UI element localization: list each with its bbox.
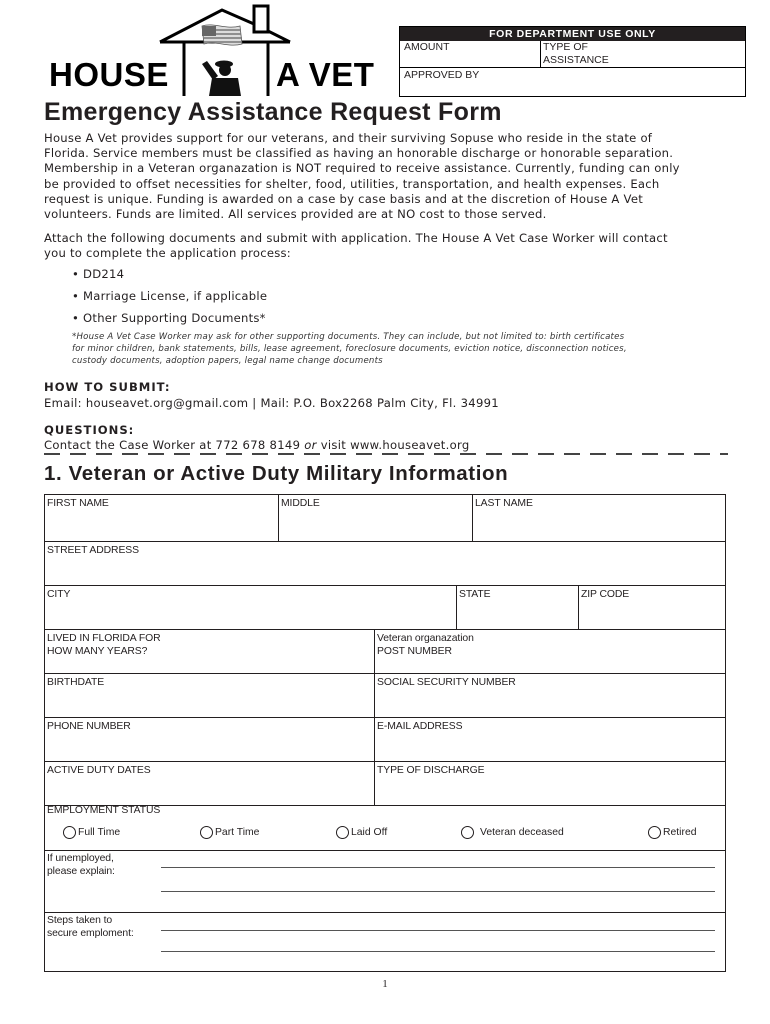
radio-circle-icon [200,826,213,839]
city-label: CITY [47,589,71,600]
phone-number-label: PHONE NUMBER [47,721,131,732]
employment-status-label: EMPLOYMENT STATUS [47,805,161,816]
first-name-field[interactable] [45,495,278,541]
type-of-assistance-label: TYPE OF ASSISTANCE [543,41,609,66]
phone-number-field[interactable] [45,718,374,761]
form-row-birth [45,674,725,718]
zip-code-label: ZIP CODE [581,589,630,600]
city-field[interactable] [45,586,456,629]
form-row-service [45,762,725,806]
form-row-contact [45,718,725,762]
label-line: Steps taken to [47,915,113,926]
last-name-field[interactable] [472,495,727,541]
supporting-documents-note [72,331,732,367]
radio-circle-icon [336,826,349,839]
radio-label: Part Time [215,827,260,838]
years-in-florida-field[interactable] [45,630,374,673]
questions-text-or: or [304,438,317,452]
radio-label: Full Time [78,827,121,838]
radio-retired[interactable] [648,826,697,839]
radio-part-time[interactable] [200,826,259,839]
ssn-label: SOCIAL SECURITY NUMBER [377,677,516,688]
radio-veteran-deceased[interactable] [461,826,564,839]
radio-label: Veteran deceased [480,827,564,838]
questions-heading: QUESTIONS: [44,423,135,437]
how-to-submit-text: Email: houseavet.org@gmail.com | Mail: P.O. Box2268 Palm City, Fl. 34991 [44,396,499,410]
steps-taken-label [47,915,134,940]
steps-taken-line-1[interactable] [161,930,715,931]
email-address-field[interactable] [374,718,727,761]
approved-by-field[interactable] [404,69,479,81]
document-item-dd214: • DD214 [72,267,125,281]
saluting-soldier-icon [202,61,241,97]
state-field[interactable] [456,586,578,629]
radio-label: Laid Off [351,827,388,838]
logo-word-a-vet: A VET [276,56,375,93]
email-address-label: E-MAIL ADDRESS [377,721,463,732]
type-of-assistance-field[interactable] [543,41,653,67]
document-item-other: • Other Supporting Documents* [72,311,266,325]
veteran-org-post-label [377,633,474,658]
label-line: LIVED IN FLORIDA FOR [47,633,161,644]
intro-line: volunteers. Funds are limited. All services provided are at NO cost to those served. [44,207,547,222]
intro-line: Membership in a Veteran organazation is NOT required to receive assistance. Currently, funding can only [44,161,680,176]
radio-circle-icon [63,826,76,839]
street-address-field[interactable] [45,542,727,585]
attach-instructions [44,231,734,261]
radio-full-time[interactable] [63,826,120,839]
label-line: please explain: [47,865,115,877]
state-label: STATE [459,589,491,600]
department-use-header: FOR DEPARTMENT USE ONLY [400,27,745,41]
amount-field[interactable] [404,41,541,67]
steps-taken-line-2[interactable] [161,951,715,952]
questions-text-part: visit www.houseavet.org [316,438,470,452]
radio-circle-icon [461,826,474,839]
label-line: POST NUMBER [377,645,452,657]
birthdate-field[interactable] [45,674,374,717]
note-line: custody documents, adoption papers, legal name change documents [72,356,383,366]
unemployed-explain-line-1[interactable] [161,867,715,868]
note-line: *House A Vet Case Worker may ask for other supporting documents. They can include, but not limited to: birth certificates [72,332,625,342]
form-row-steps [45,913,725,973]
house-a-vet-logo [44,4,394,98]
label-line: HOW MANY YEARS? [47,645,148,657]
questions-text [44,438,470,452]
logo-word-house: HOUSE [49,56,169,93]
questions-text-part: Contact the Case Worker at 772 678 8149 [44,438,305,452]
veteran-org-post-field[interactable] [374,630,727,673]
dashed-divider [44,453,728,455]
zip-code-field[interactable] [578,586,727,629]
intro-line: House A Vet provides support for our veterans, and their surviving Sopuse who reside in the state of [44,131,653,145]
radio-circle-icon [648,826,661,839]
approved-by-label: APPROVED BY [404,69,480,81]
page-title: Emergency Assistance Request Form [44,98,502,126]
middle-name-field[interactable] [278,495,472,541]
form-row-name [45,495,725,542]
american-flag-icon [202,25,242,45]
radio-label: Retired [663,827,697,838]
note-line: for minor children, bank statements, bills, lease agreement, foreclosure documents, eviction notice, disconnection notices, [72,344,627,354]
amount-label: AMOUNT [404,41,450,53]
years-in-florida-label [47,633,160,658]
attach-line: Attach the following documents and submit with application. The House A Vet Case Worker will contact [44,231,668,245]
radio-laid-off[interactable] [336,826,387,839]
department-use-box [399,26,746,97]
intro-line: Florida. Service members must be classified as having an honorable discharge or honorable separation. [44,146,674,161]
label-line: If unemployed, [47,853,114,864]
first-name-label: FIRST NAME [47,498,109,509]
veteran-info-form [44,494,726,972]
active-duty-dates-label: ACTIVE DUTY DATES [47,765,151,776]
label-line: Veteran organazation [377,633,474,644]
form-row-street [45,542,725,586]
active-duty-dates-field[interactable] [45,762,374,805]
intro-paragraph [44,131,734,222]
section-title-veteran-info: 1. Veteran or Active Duty Military Information [44,462,509,485]
how-to-submit-heading: HOW TO SUBMIT: [44,380,171,394]
birthdate-label: BIRTHDATE [47,677,105,688]
unemployed-explain-label [47,853,115,878]
form-row-residency [45,630,725,674]
document-item-marriage-license: • Marriage License, if applicable [72,289,268,303]
last-name-label: LAST NAME [475,498,533,509]
intro-line: request is unique. Funding is awarded on a case by case basis and at the discretion of House A Vet [44,191,644,206]
intro-line: be provided to offset necessities for shelter, food, utilities, transportation, and health expenses. Each [44,176,660,191]
label-line: secure emploment: [47,927,134,939]
ssn-field[interactable] [374,674,727,717]
type-of-discharge-label: TYPE OF DISCHARGE [377,765,485,776]
unemployed-explain-line-2[interactable] [161,891,715,892]
street-address-label: STREET ADDRESS [47,545,139,556]
page-number: 1 [382,978,388,990]
middle-name-label: MIDDLE [281,498,320,509]
type-of-discharge-field[interactable] [374,762,727,805]
form-row-unemployed [45,851,725,913]
attach-line: you to complete the application process: [44,246,291,261]
form-row-city [45,586,725,630]
